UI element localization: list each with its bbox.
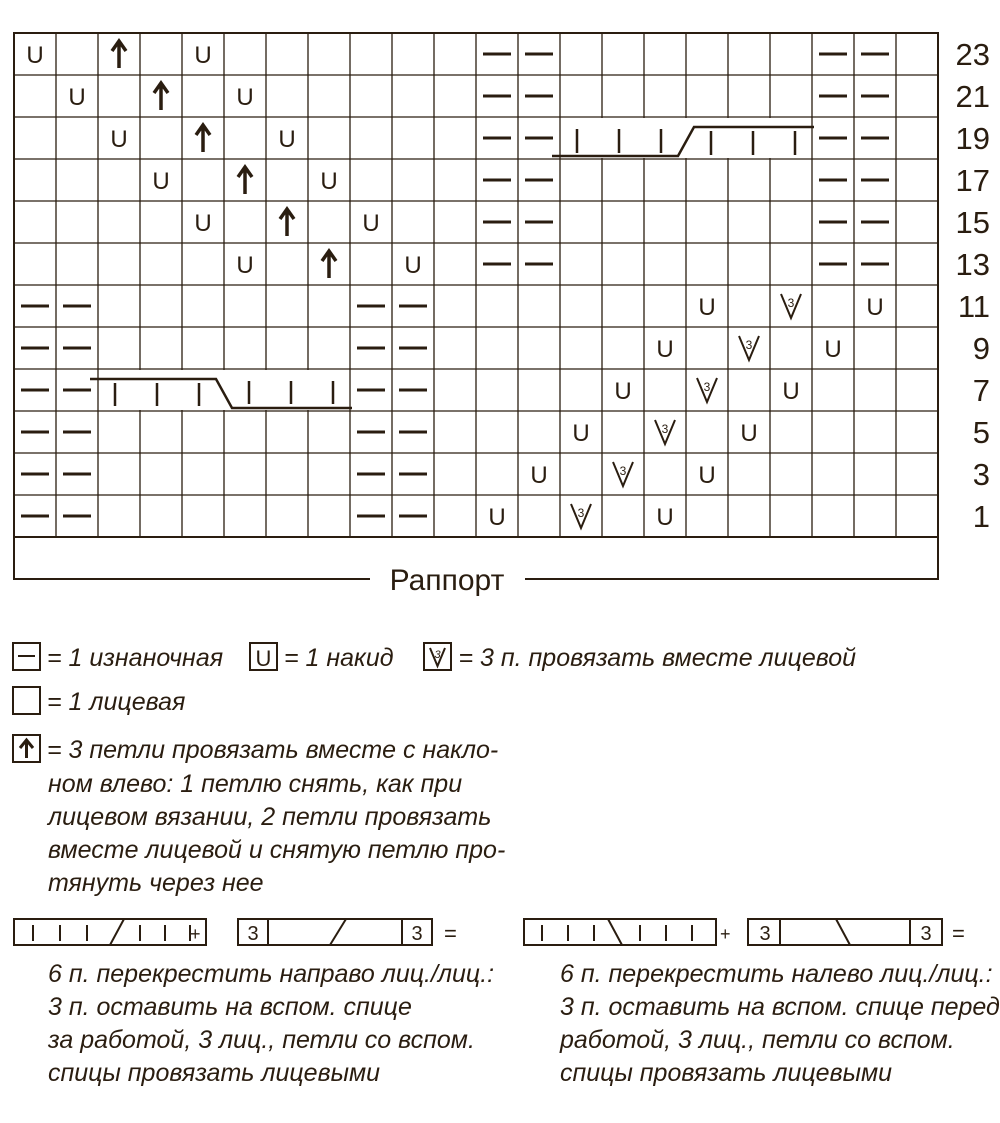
yarn-over-mark: U — [152, 168, 170, 195]
yarn-over-mark: U — [740, 420, 758, 447]
cable-left-symbol-b — [748, 919, 942, 945]
yarn-over-mark: U — [572, 420, 590, 447]
cable-left-line-1: 6 п. перекрестить налево лиц./лиц.: — [560, 960, 993, 988]
cable-right-line-3: за работой, 3 лиц., петли со вспом. — [48, 1026, 475, 1054]
k3tog-mark — [697, 378, 717, 402]
num-3: 3 — [759, 923, 771, 945]
row-number: 17 — [955, 163, 990, 198]
legend-purl: = 1 изнаночная — [47, 644, 224, 672]
yarn-over-symbol: U — [249, 642, 278, 671]
legend-yarn-over: = 1 накид — [283, 644, 394, 672]
num-3: 3 — [411, 923, 423, 945]
yarn-over-mark: U — [362, 210, 380, 237]
legend-row-1 — [12, 642, 856, 675]
yarn-over-mark: U — [26, 42, 44, 69]
cable-left-description — [560, 958, 1000, 1090]
svg-text:3: 3 — [661, 422, 669, 436]
row-number: 3 — [972, 457, 990, 492]
cable-right-description — [48, 958, 494, 1090]
row-number: 5 — [972, 415, 990, 450]
arrow-up-icon — [14, 736, 39, 761]
repeat-label: Раппорт — [389, 564, 505, 597]
row-number: 1 — [972, 499, 990, 534]
purl-symbol — [12, 642, 41, 671]
equals-sign: = — [444, 921, 457, 946]
yarn-over-mark: U — [488, 504, 506, 531]
cable-left-line-4: спицы провязать лицевыми — [560, 1059, 893, 1087]
svg-text:3: 3 — [745, 338, 753, 352]
svg-text:3: 3 — [787, 296, 795, 310]
cable-right-symbol-a — [14, 919, 206, 945]
svg-text:3: 3 — [577, 506, 585, 520]
yarn-over-mark: U — [236, 84, 254, 111]
k3tog-mark — [571, 504, 591, 528]
legend-row-2 — [12, 686, 185, 719]
cable-right-line-2: 3 п. оставить на вспом. спице — [48, 993, 412, 1021]
knit-symbol — [12, 686, 41, 715]
yarn-over-mark: U — [824, 336, 842, 363]
row-number: 21 — [955, 79, 990, 114]
yarn-over-mark: U — [110, 126, 128, 153]
yarn-over-mark: U — [656, 504, 674, 531]
yarn-over-mark: U — [194, 210, 212, 237]
row-number: 15 — [955, 205, 990, 240]
k3tog-symbol — [423, 642, 452, 671]
legend-sk2p-line-2: ном влево: 1 петлю снять, как при — [48, 770, 463, 798]
legend-k3tog: = 3 п. провязать вместе лицевой — [458, 644, 857, 672]
cable-left-mark — [90, 370, 352, 410]
k3tog-mark — [655, 420, 675, 444]
sk2p-arrow-mark — [154, 83, 168, 110]
cable-right-line-4: спицы провязать лицевыми — [48, 1059, 381, 1087]
row-number: 9 — [972, 331, 990, 366]
k3tog-mark — [613, 462, 633, 486]
legend-sk2p-line-5: тянуть через нее — [48, 869, 264, 897]
sk2p-arrow-mark — [238, 167, 252, 194]
row-number: 13 — [955, 247, 990, 282]
yarn-over-mark: U — [698, 294, 716, 321]
yarn-over-mark: U — [614, 378, 632, 405]
yarn-over-mark: U — [530, 462, 548, 489]
sk2p-arrow-mark — [196, 125, 210, 152]
legend-sk2p-line-3: лицевом вязании, 2 петли провязать — [48, 803, 492, 831]
yarn-over-mark: U — [866, 294, 884, 321]
cable-left-symbol-a — [524, 919, 716, 945]
plus-sign: + — [190, 924, 201, 944]
legend-knit: = 1 лицевая — [47, 688, 186, 716]
k3tog-mark — [739, 336, 759, 360]
cable-right-line-1: 6 п. перекрестить направо лиц./лиц.: — [48, 960, 495, 988]
row-number: 7 — [972, 373, 990, 408]
yarn-over-mark: U — [68, 84, 86, 111]
equals-sign: = — [952, 921, 965, 946]
yarn-over-mark: U — [194, 42, 212, 69]
yarn-over-mark: U — [278, 126, 296, 153]
row-number: 11 — [957, 289, 990, 324]
svg-text:3: 3 — [703, 380, 711, 394]
yarn-over-mark: U — [656, 336, 674, 363]
cable-right-mark — [552, 118, 814, 158]
legend-sk2p-line-4: вместе лицевой и снятую петлю про- — [48, 836, 506, 864]
yarn-over-mark: U — [320, 168, 338, 195]
sk2p-symbol — [12, 734, 41, 763]
num-3: 3 — [920, 923, 932, 945]
k3tog-icon — [425, 644, 450, 669]
k3tog-mark — [781, 294, 801, 318]
cable-symbols — [0, 915, 1000, 955]
num-3: 3 — [247, 923, 259, 945]
sk2p-arrow-mark — [322, 251, 336, 278]
row-number: 19 — [955, 121, 990, 156]
yarn-over-mark: U — [404, 252, 422, 279]
plus-sign: + — [720, 924, 731, 944]
yarn-over-mark: U — [236, 252, 254, 279]
svg-text:3: 3 — [434, 649, 442, 661]
legend-sk2p-text — [48, 768, 505, 900]
cable-left-line-2: 3 п. оставить на вспом. спице перед — [560, 993, 1000, 1021]
cable-left-line-3: работой, 3 лиц., петли со вспом. — [560, 1026, 955, 1054]
cable-right-symbol-b — [238, 919, 432, 945]
legend-sk2p-line-1: = 3 петли провязать вместе с накло- — [47, 736, 499, 764]
legend-row-3 — [12, 734, 498, 767]
sk2p-arrow-mark — [112, 41, 126, 68]
row-number: 23 — [955, 37, 990, 72]
svg-text:3: 3 — [619, 464, 627, 478]
sk2p-arrow-mark — [280, 209, 294, 236]
yarn-over-mark: U — [698, 462, 716, 489]
yarn-over-mark: U — [782, 378, 800, 405]
